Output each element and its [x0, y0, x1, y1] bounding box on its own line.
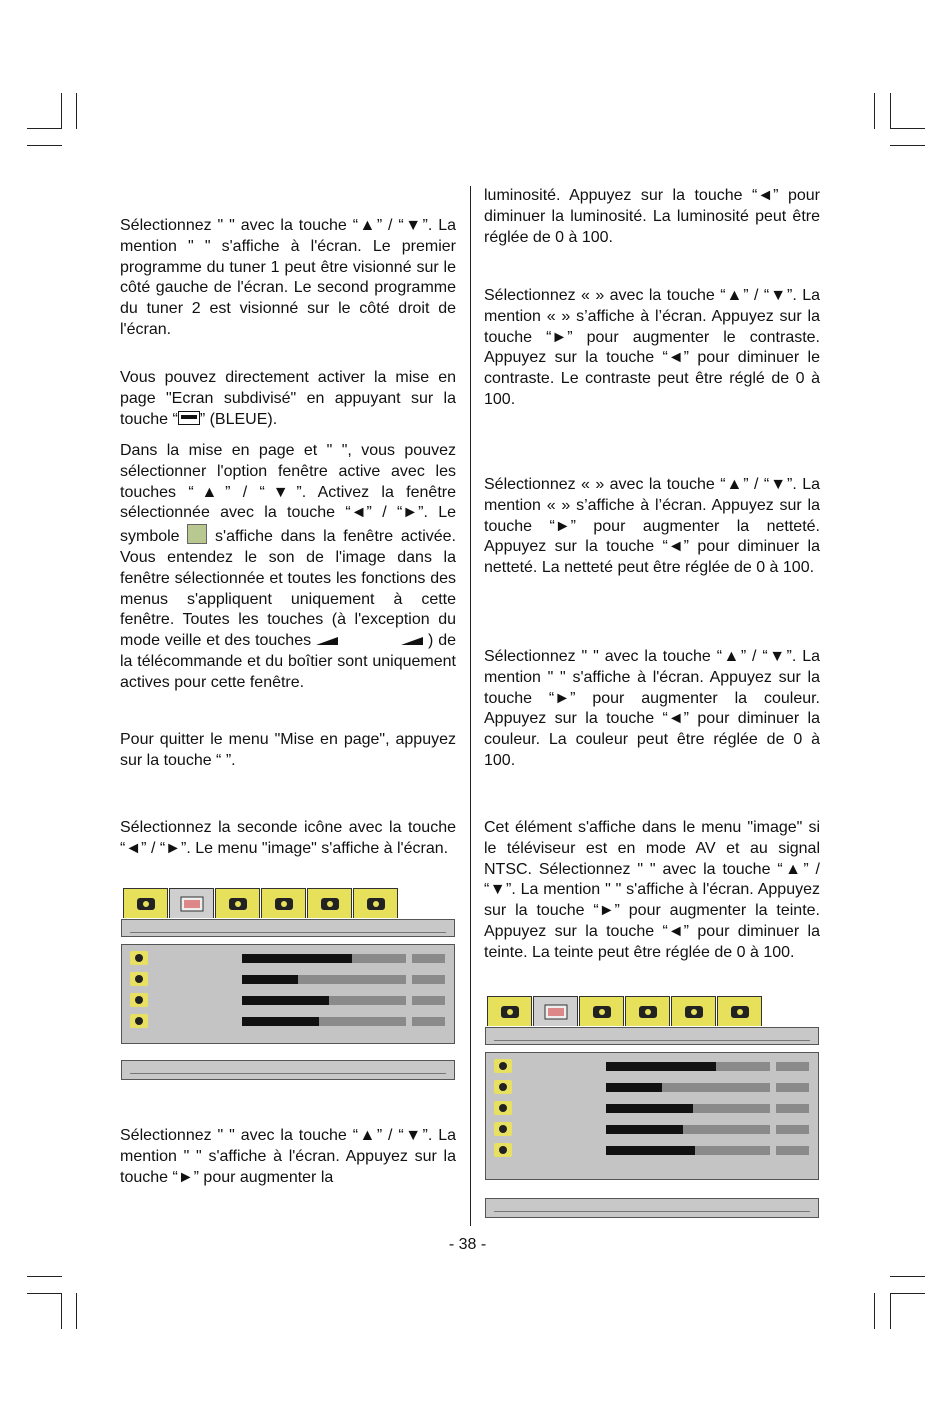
menu-footer [485, 1198, 819, 1218]
picture-menu-screenshot [121, 888, 455, 1083]
page-number: - 38 - [448, 1236, 487, 1253]
tab-sound[interactable] [261, 888, 306, 918]
menu-row[interactable] [486, 1122, 818, 1136]
menu-footer [121, 1060, 455, 1080]
setup-icon [728, 1003, 752, 1021]
menu-row[interactable] [122, 972, 454, 986]
volume-down-icon [401, 637, 423, 645]
tab-feature[interactable] [671, 996, 716, 1026]
tab-layout[interactable] [123, 888, 168, 918]
paragraph: Cet élément s'affiche dans le menu "image" si le téléviseur est en mode AV et au signal NTSC. Sélectionnez " " avec la touche “▲” / “▼”. La mention " " s'affiche à l'écran. Appuyez sur la touche “►” pour augmenter la teinte. Appuyez sur la touche “◄” pour diminuer la teinte. La teinte peut être réglée de 0 à 100. [484, 819, 820, 961]
level-bar [606, 1062, 770, 1071]
paragraph: Sélectionnez « » avec la touche “▲” / “▼”. La mention « » s’affiche à l’écran. Appuyez sur la touche “►” pour augmenter la netteté. Appuyez sur la touche “◄” pour diminuer la netteté. La netteté peut être réglée de 0 à 100. [484, 476, 820, 577]
colour-icon [494, 1122, 512, 1136]
sharpness-icon [130, 993, 148, 1007]
column-divider [470, 186, 471, 1226]
level-fill [606, 1125, 683, 1134]
level-fill [242, 996, 329, 1005]
level-bar [606, 1146, 770, 1155]
paragraph: Sélectionnez " " avec la touche “▲” / “▼”. La mention " " s'affiche à l'écran. Appuyez sur la touche “►” pour augmenter la couleur. Appuyez sur la touche “◄” pour diminuer la couleur. La couleur peut être réglée de 0 à 100. [484, 648, 820, 769]
value-box [776, 1104, 809, 1113]
level-bar [242, 975, 406, 984]
paragraph-text: ” (BLEUE). [199, 410, 278, 428]
value-box [412, 1017, 445, 1026]
tab-screen[interactable] [215, 888, 260, 918]
menu-body [121, 944, 455, 1044]
level-fill [606, 1083, 662, 1092]
tab-feature[interactable] [307, 888, 352, 918]
menu-row[interactable] [486, 1101, 818, 1115]
sound-icon [272, 895, 296, 913]
picture-menu-screenshot [485, 996, 819, 1220]
level-fill [606, 1104, 693, 1113]
paragraph [120, 368, 456, 430]
menu-header [121, 919, 455, 937]
setup-icon [364, 895, 388, 913]
level-bar [606, 1104, 770, 1113]
paragraph: Sélectionnez " " avec la touche “▲” / “▼”. La mention " " s'affiche à l'écran. Appuyez sur la touche “►” pour augmenter la [120, 1127, 456, 1186]
tab-layout[interactable] [487, 996, 532, 1026]
value-box [776, 1125, 809, 1134]
contrast-icon [130, 972, 148, 986]
value-box [412, 996, 445, 1005]
menu-row[interactable] [486, 1080, 818, 1094]
level-bar [242, 954, 406, 963]
volume-up-icon [316, 637, 338, 645]
tab-screen[interactable] [579, 996, 624, 1026]
paragraph-text: Vous pouvez directement activer la mise en page "Ecran subdivisé" en appuyant sur la touche “ [120, 369, 456, 428]
sharpness-icon [494, 1101, 512, 1115]
paragraph-text: ) de la télécommande et du boîtier sont uniquement actives pour cette fenêtre. [120, 632, 457, 691]
tab-setup[interactable] [717, 996, 762, 1026]
screen-icon [590, 1003, 614, 1021]
level-fill [242, 954, 352, 963]
paragraph: Pour quitter le menu "Mise en page", appuyez sur la touche “ ”. [120, 731, 456, 769]
picture-icon [180, 895, 204, 913]
sound-icon [636, 1003, 660, 1021]
tab-sound[interactable] [625, 996, 670, 1026]
level-bar [242, 1017, 406, 1026]
level-fill [606, 1146, 695, 1155]
level-bar [242, 996, 406, 1005]
layout-icon [498, 1003, 522, 1021]
value-box [776, 1146, 809, 1155]
level-fill [242, 975, 298, 984]
menu-header [485, 1027, 819, 1045]
hue-icon [494, 1143, 512, 1157]
tab-picture[interactable] [533, 996, 578, 1026]
menu-row[interactable] [122, 993, 454, 1007]
menu-body [485, 1052, 819, 1180]
tab-setup[interactable] [353, 888, 398, 918]
paragraph [120, 441, 456, 694]
menu-row[interactable] [122, 951, 454, 965]
level-bar [606, 1083, 770, 1092]
colour-icon [130, 1014, 148, 1028]
value-box [776, 1062, 809, 1071]
menu-row[interactable] [486, 1143, 818, 1157]
screen-icon [226, 895, 250, 913]
level-fill [242, 1017, 319, 1026]
brightness-icon [130, 951, 148, 965]
feature-icon [318, 895, 342, 913]
split-screen-key-icon [178, 411, 200, 425]
value-box [412, 975, 445, 984]
picture-icon [544, 1003, 568, 1021]
active-window-icon [187, 524, 207, 544]
feature-icon [682, 1003, 706, 1021]
contrast-icon [494, 1080, 512, 1094]
value-box [412, 954, 445, 963]
menu-row[interactable] [122, 1014, 454, 1028]
value-box [776, 1083, 809, 1092]
paragraph-text: Dans la mise en page et " ", vous pouvez sélectionner l'option fenêtre active avec les touches “▲” / “▼”. Activez la fenêtre sélectionnée avec la touche “◄” / “►”. Le symbole [120, 442, 456, 546]
tab-picture[interactable] [169, 888, 214, 918]
layout-icon [134, 895, 158, 913]
paragraph: Sélectionnez « » avec la touche “▲” / “▼”. La mention « » s’affiche à l’écran. Appuyez sur la touche “►” pour augmenter le contraste. Appuyez sur la touche “◄” pour diminuer le contraste. Le contraste peut être réglé de 0 à 100. [484, 287, 820, 408]
brightness-icon [494, 1059, 512, 1073]
level-bar [606, 1125, 770, 1134]
level-fill [606, 1062, 716, 1071]
menu-row[interactable] [486, 1059, 818, 1073]
paragraph: Sélectionnez la seconde icône avec la touche “◄” / “►”. Le menu "image" s'affiche à l'écran. [120, 819, 456, 857]
paragraph: Sélectionnez " " avec la touche “▲” / “▼”. La mention " " s'affiche à l'écran. Le premier programme du tuner 1 peut être visionné sur le côté gauche de l'écran. Le second programme du tuner 2 est visionné sur le côté droit de l'écran. [120, 217, 456, 338]
paragraph: luminosité. Appuyez sur la touche “◄” pour diminuer la luminosité. La luminosité peut être réglée de 0 à 100. [484, 187, 820, 246]
paragraph-text: s'affiche dans la fenêtre activée. Vous entendez le son de l'image dans la fenêtre sélectionnée et toutes les fonctions des menus s'appliquent uniquement à cette fenêtre. Toutes les touches (à l'exception du mode veille et des touches [120, 528, 456, 650]
